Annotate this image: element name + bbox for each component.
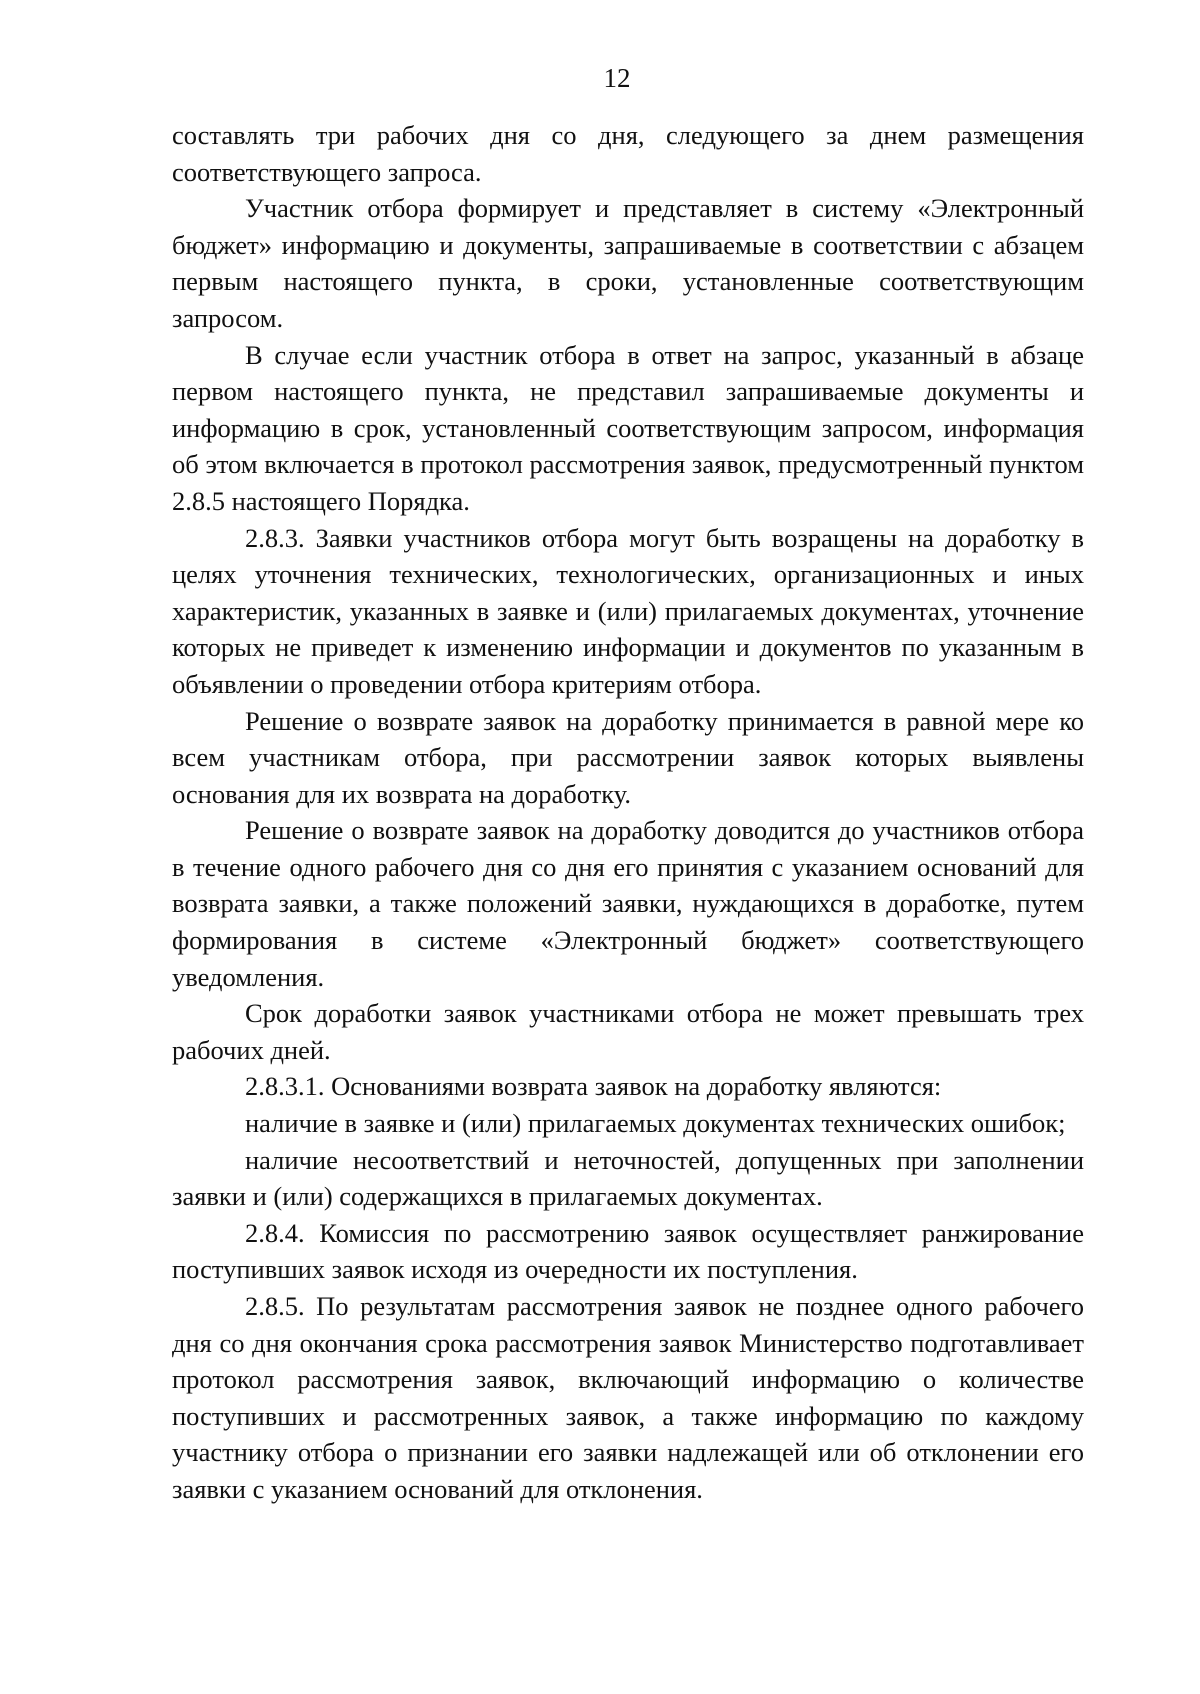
paragraph-6: Решение о возврате заявок на доработку доводится до участников отбора в течение одного рабочего дня со дня его принятия с указанием оснований для возврата заявки, а также положений заявки, нуждающихся в доработке, путем формирования в системе «Электронный бюджет» соответствующего уведомления. xyxy=(172,815,1084,992)
paragraph-1: составлять три рабочих дня со дня, следующего за днем размещения соответствующего запроса. xyxy=(172,120,1084,187)
page-number: 12 xyxy=(603,63,631,93)
paragraph-9: наличие в заявке и (или) прилагаемых документах технических ошибок; xyxy=(245,1108,1066,1139)
paragraph-11: 2.8.4. Комиссия по рассмотрению заявок осуществляет ранжирование поступивших заявок исходя из очередности их поступления. xyxy=(172,1217,1084,1285)
paragraph-3: В случае если участник отбора в ответ на запрос, указанный в абзаце первом настоящего пункта, не представил запрашиваемые документы и информацию в срок, установленный соответствующим запросом, информация об этом включается в протокол рассмотрения заявок, предусмотренный пунктом 2.8.5 настоящего Порядка. xyxy=(172,339,1084,516)
document-body xyxy=(172,117,1084,1508)
paragraph-5: Решение о возврате заявок на доработку принимается в равной мере ко всем участникам отбора, при рассмотрении заявок которых выявлены основания для их возврата на доработку. xyxy=(172,705,1084,809)
paragraph-8: 2.8.3.1. Основаниями возврата заявок на доработку являются: xyxy=(245,1071,942,1102)
paragraph-7: Срок доработки заявок участниками отбора не может превышать трех рабочих дней. xyxy=(172,998,1084,1065)
paragraph-12: 2.8.5. По результатам рассмотрения заявок не позднее одного рабочего дня со дня окончания срока рассмотрения заявок Министерство подготавливает протокол рассмотрения заявок, включающий информацию о количестве поступивших и рассмотренных заявок, а также информацию по каждому участнику отбора о признании его заявки надлежащей или об отклонении его заявки с указанием оснований для отклонения. xyxy=(172,1291,1084,1504)
paragraph-4: 2.8.3. Заявки участников отбора могут быть возращены на доработку в целях уточнения технических, технологических, организационных и иных характеристик, указанных в заявке и (или) прилагаемых документах, уточнение которых не приведет к изменению информации и документов по указанным в объявлении о проведении отбора критериям отбора. xyxy=(172,522,1084,699)
paragraph-10: наличие несоответствий и неточностей, допущенных при заполнении заявки и (или) содержащихся в прилагаемых документах. xyxy=(172,1144,1084,1212)
paragraph-2: Участник отбора формирует и представляет в систему «Электронный бюджет» информацию и документы, запрашиваемые в соответствии с абзацем первым настоящего пункта, в сроки, установленные соответствующим запросом. xyxy=(172,193,1084,333)
